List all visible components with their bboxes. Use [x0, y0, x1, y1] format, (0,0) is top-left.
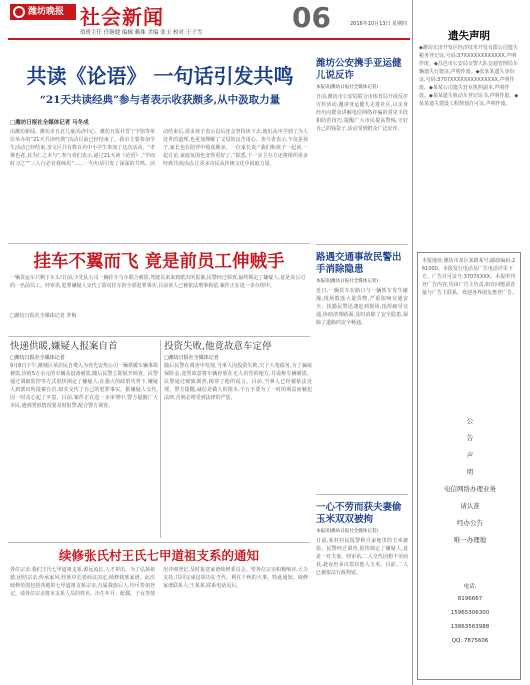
- column-divider: [160, 340, 161, 538]
- ad-word: 经办公告: [457, 519, 483, 527]
- divider: [316, 244, 408, 245]
- ad-word: 唯一办理地: [453, 536, 487, 544]
- mid-story-2-headline[interactable]: 路遇交通事故民警出手消除隐患: [316, 252, 402, 275]
- ad-word: 告: [466, 434, 474, 442]
- mid-story-3-byline: 本报讯(潍坊日报社全媒体记者): [316, 529, 379, 534]
- ad-word: 公: [466, 417, 474, 425]
- mid-story-2: [316, 252, 408, 487]
- bottom-story-body: 各位宗亲:我们王氏七甲道祖支系,源远流长,人才辈出。为了弘扬祖德,团结宗亲,传承家风,经族中长者商议决定,续修我族家谱。此次续修范围包括各地的七甲道祖支系宗亲,凡属我族后人,均可参加登记。请各位宗亲将本支系人员的姓名、出生年月、配偶、子女等情况详细登记,及时报送家谱续修委员会。望各位宗亲积极响应,大力支持,共同完成这项功在当代、利在千秋的大事。特此通知。续修家谱联系人:王某某,联系电话见后。: [10, 567, 308, 597]
- mid-story-2-body: 近日,一辆货车在路口与一辆轿车发生碰撞,现场散落大量货物,严重影响交通安全。执勤民警迅速赶到现场,指挥疏导交通,协助清理路面,及时消除了安全隐患,保障了道路的安全畅通。: [316, 288, 408, 326]
- photo-story-lead: 一辆货运车只剩下车头!日前,少先队公司一辆挂车与车联合被盗,驾驶员来来到派出所报案,民警经过调查,最终锁定了嫌疑人,竟是该公司的一名前员工。经审讯,犯罪嫌疑人交代了盗窃挂车的全部犯罪事实,目前该人已被依法刑事拘留,案件正在进一步办理中。: [10, 275, 305, 289]
- photo-story: [8, 244, 310, 336]
- photo-story-credit: □潍坊日报社全媒体记者 罗梅: [10, 313, 77, 319]
- top-story-byline: □潍坊日报社全媒体记者 马冬成: [10, 120, 89, 126]
- bottom-story-headline[interactable]: 续修张氏村王氏七甲道祖支系的通知: [58, 548, 259, 563]
- mid-story-3: [316, 502, 408, 677]
- top-story: [8, 52, 310, 242]
- top-story-body: 由潍坊新闻、潍坊市日北儿童活动中心、潍坊日报社晋宁字馆等单位举办的“21天共读经典”活动目前已经结束了。我市主要参加学生活动已经结束,奎文区共有数百名中小学生参加了这次活动。“孝梯也者,其为仁之本与”,参与者们表示,通过21天读《论语》,“学而时习之”“三人行必有我师焉”……一句句话引发了深深的共鸣。活动结束后,很多孩子表示以后还会坚持读下去,他们从中学到了为人处世的道理,也更加理解了父母的良苦用心。参与者表示,不仅是孩子,家长也在陪伴中收获颇多。一位家长说:“我们和孩子一起读,一起讨论,家庭氛围也变得更好了。”据悉,下一步主办方还将组织更多经典共读活动,让更多市民从传统文化中汲取力量。: [10, 129, 308, 167]
- right-column: [412, 0, 524, 685]
- top-story-headline[interactable]: 共读《论语》 一句话引发共鸣: [26, 64, 294, 88]
- mid-story-1-byline: 本报讯(潍坊日报社全媒体记者): [316, 85, 379, 90]
- ad-word: 声: [466, 451, 474, 459]
- divider: [8, 336, 310, 337]
- ad-vertical-text: [422, 413, 518, 549]
- ad-word: 明: [466, 468, 474, 476]
- story-left-headline[interactable]: 快递供暖,嫌疑人报案自首: [10, 341, 118, 352]
- masthead-rule: [8, 38, 410, 40]
- story-right-body: 随后民警在调查中发现,当事人因投资失败,欠下大笔债务,为了骗取保险金,竟然故意将车辆停放在无人看管的地方,并谎称车辆被盗。民警通过细致调查,揭穿了他的谎言。目前,当事人已经被依法处理。警方提醒,诚信是做人的根本,千万不要为了一时的利益而触犯法律,否则必将受到法律的严惩。: [164, 363, 312, 401]
- notice-title: 遗失声明: [448, 30, 490, 42]
- middle-column: [316, 44, 408, 680]
- qq-number[interactable]: QQ: 7875606: [451, 638, 489, 644]
- divider: [316, 494, 408, 495]
- issue-date: 2016年10月13日 星期四: [350, 21, 408, 27]
- newspaper-logo: [10, 4, 76, 20]
- phone-number[interactable]: 15965306300: [450, 610, 490, 616]
- divider: [8, 542, 310, 543]
- mid-story-3-headline[interactable]: 一心不劳而获夫妻偷玉米双双被拘: [316, 502, 402, 525]
- notice-body: ◆潍坊宏济开发区经济技术开发有限公司遗失税务登记证,号码:37XXXXXXXXXXXX,声明作废。◆昌邑市公安局交警大队交通管理局车辆遗失行驶证,声明作废。◆张某某遗失身份证,号码:3707XXXXXXXXXXXXXX,声明作废。◆某某公司遗失营业执照副本,声明作废。◆某某遗失机动车登记证书,声明作废。◆某某遗失建设工程规划许可证,声明作废。: [419, 45, 519, 107]
- story-left: [10, 338, 158, 540]
- ad-contact: [422, 583, 518, 648]
- phone-number[interactable]: 13863563988: [450, 624, 490, 630]
- ad-body: 本报地址:潍坊市某区某路某号,邮政编码:261000。本报发行电话及广告电话详见下方。广告许可证号:3707XXXX。本报所刊登广告内容,均由广告主负责,如有问题请直接与广告主联系。欢迎各界朋友惠登广告。: [422, 258, 518, 296]
- section-title: 社会新闻: [80, 5, 164, 29]
- mid-story-3-body: 日前,某村村民报警称自家地里的玉米被盗。民警经过调查,很快锁定了嫌疑人,竟是一对夫妻。经审讯,二人交代因想不劳而获,趁夜色多次盗窃他人玉米。目前,二人已被依法行政拘留。: [316, 538, 408, 576]
- ad-word: 请认准: [460, 502, 480, 510]
- mid-story-1-body: 日前,潍坊市公安局联合市体育局开展反诈宣传活动,邀请亚运健儿走进社区,以亲身经历向群众讲解电信网络诈骗的常见手段和防范技巧,提醒广大市民提高警惕,守好自己的钱袋子,活动受到群众广泛好评。: [316, 94, 408, 132]
- top-story-subheadline: “21天共读经典”参与者表示收获颇多,从中汲取力量: [39, 94, 281, 106]
- mid-story-1: [316, 58, 408, 233]
- mid-story-1-headline[interactable]: 潍坊公安携手亚运健儿说反诈: [316, 58, 402, 81]
- bottom-story: [8, 544, 310, 680]
- editorial-staff: 值班主任 任继健 编辑 赖珠 美编 张玉 校对 王子雪: [80, 30, 203, 36]
- logo-text: 潍坊晚报: [28, 7, 65, 17]
- mid-story-2-byline: 本报讯(潍坊日报社全媒体记者): [316, 279, 379, 284]
- contact-label: 电话:: [463, 584, 477, 590]
- page-number: 06: [292, 1, 331, 34]
- ad-word: 电信网络办理业务: [444, 485, 496, 493]
- story-left-body: 9月8日下午,潍城区某居民自费入为充先安热公司一辆供暖车辆事故被盗,价值5万余元的车辆及设备被盗,随后民警立即展开调查。民警通过调取监控等方式很快锁定了嫌疑人,在强大的政策攻势下,嫌疑人到派出所投案自首,如实交代了自己的犯罪事实。据嫌疑人交代,因一时贪心起了歹意。目前,案件正在进一步审理中,警方提醒广大市民,遇到类似情况要及时报警,配合警方调查。: [10, 363, 158, 409]
- ad-box: [417, 252, 521, 680]
- photo-story-headline[interactable]: 挂车不翼而飞 竟是前员工伸贼手: [33, 252, 285, 272]
- logo-emblem-icon: [13, 6, 25, 18]
- story-right-byline: □潍坊日报社全媒体记者: [164, 355, 219, 361]
- phone-number[interactable]: 8196667: [457, 596, 483, 602]
- story-right: [164, 338, 312, 540]
- story-left-byline: □潍坊日报社全媒体记者: [10, 355, 65, 361]
- story-right-headline[interactable]: 投资失败,他竟故意车定停: [164, 341, 272, 352]
